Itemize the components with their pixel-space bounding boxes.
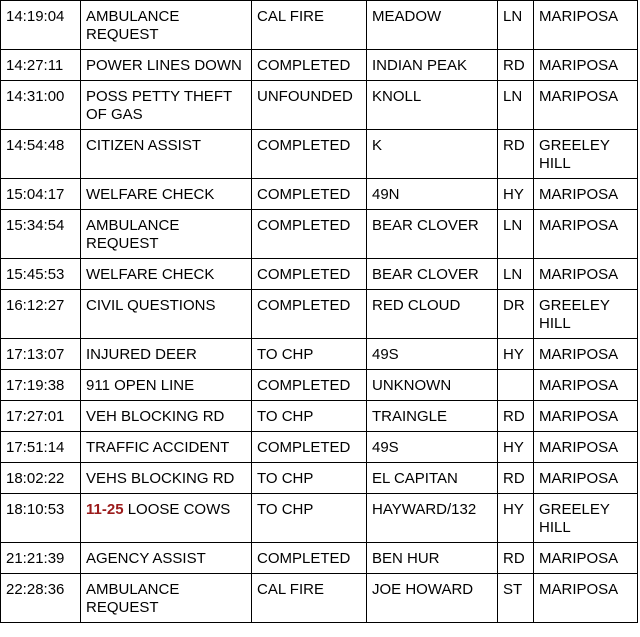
- time-cell: 14:19:04: [1, 1, 81, 50]
- disposition-cell: CAL FIRE: [252, 574, 367, 623]
- table-row: [1, 259, 638, 290]
- street-type-cell: LN: [498, 81, 534, 130]
- disposition-cell: COMPLETED: [252, 259, 367, 290]
- nature-cell: AMBULANCE REQUEST: [81, 210, 252, 259]
- table-row: [1, 463, 638, 494]
- time-cell: 17:19:38: [1, 370, 81, 401]
- disposition-cell: UNFOUNDED: [252, 81, 367, 130]
- street-type-cell: HY: [498, 494, 534, 543]
- city-cell: MARIPOSA: [534, 432, 638, 463]
- street-type-cell: RD: [498, 543, 534, 574]
- nature-cell: AMBULANCE REQUEST: [81, 1, 252, 50]
- street-cell: KNOLL: [367, 81, 498, 130]
- street-type-cell: HY: [498, 339, 534, 370]
- table-row: [1, 339, 638, 370]
- time-cell: 15:45:53: [1, 259, 81, 290]
- street-cell: UNKNOWN: [367, 370, 498, 401]
- city-cell: GREELEY HILL: [534, 290, 638, 339]
- city-cell: MARIPOSA: [534, 81, 638, 130]
- city-cell: GREELEY HILL: [534, 494, 638, 543]
- table-row: [1, 574, 638, 623]
- disposition-cell: COMPLETED: [252, 50, 367, 81]
- street-cell: 49S: [367, 432, 498, 463]
- disposition-cell: COMPLETED: [252, 179, 367, 210]
- nature-cell: AMBULANCE REQUEST: [81, 574, 252, 623]
- city-cell: MARIPOSA: [534, 543, 638, 574]
- table-row: [1, 130, 638, 179]
- city-cell: MARIPOSA: [534, 401, 638, 432]
- time-cell: 14:27:11: [1, 50, 81, 81]
- table-row: [1, 210, 638, 259]
- time-cell: 14:54:48: [1, 130, 81, 179]
- street-cell: TRAINGLE: [367, 401, 498, 432]
- street-type-cell: RD: [498, 401, 534, 432]
- street-cell: JOE HOWARD: [367, 574, 498, 623]
- disposition-cell: TO CHP: [252, 494, 367, 543]
- disposition-cell: COMPLETED: [252, 370, 367, 401]
- nature-cell: WELFARE CHECK: [81, 259, 252, 290]
- disposition-cell: COMPLETED: [252, 543, 367, 574]
- street-cell: EL CAPITAN: [367, 463, 498, 494]
- disposition-cell: TO CHP: [252, 463, 367, 494]
- time-cell: 17:13:07: [1, 339, 81, 370]
- nature-cell: [81, 494, 252, 543]
- time-cell: 16:12:27: [1, 290, 81, 339]
- nature-cell: 911 OPEN LINE: [81, 370, 252, 401]
- street-cell: BEN HUR: [367, 543, 498, 574]
- nature-cell: WELFARE CHECK: [81, 179, 252, 210]
- nature-cell: CITIZEN ASSIST: [81, 130, 252, 179]
- disposition-cell: COMPLETED: [252, 290, 367, 339]
- time-cell: 15:04:17: [1, 179, 81, 210]
- street-type-cell: HY: [498, 432, 534, 463]
- street-type-cell: [498, 370, 534, 401]
- city-cell: MARIPOSA: [534, 50, 638, 81]
- street-type-cell: LN: [498, 1, 534, 50]
- nature-cell: AGENCY ASSIST: [81, 543, 252, 574]
- street-cell: BEAR CLOVER: [367, 210, 498, 259]
- street-type-cell: HY: [498, 179, 534, 210]
- table-row: [1, 543, 638, 574]
- nature-cell: TRAFFIC ACCIDENT: [81, 432, 252, 463]
- street-type-cell: RD: [498, 130, 534, 179]
- disposition-cell: COMPLETED: [252, 130, 367, 179]
- street-cell: 49N: [367, 179, 498, 210]
- city-cell: MARIPOSA: [534, 259, 638, 290]
- street-cell: HAYWARD/132: [367, 494, 498, 543]
- table-row: [1, 494, 638, 543]
- city-cell: MARIPOSA: [534, 574, 638, 623]
- disposition-cell: TO CHP: [252, 339, 367, 370]
- time-cell: 21:21:39: [1, 543, 81, 574]
- time-cell: 15:34:54: [1, 210, 81, 259]
- street-cell: RED CLOUD: [367, 290, 498, 339]
- city-cell: GREELEY HILL: [534, 130, 638, 179]
- nature-cell: POSS PETTY THEFT OF GAS: [81, 81, 252, 130]
- street-type-cell: LN: [498, 210, 534, 259]
- time-cell: 17:27:01: [1, 401, 81, 432]
- table-row: [1, 401, 638, 432]
- nature-cell: VEHS BLOCKING RD: [81, 463, 252, 494]
- street-type-cell: LN: [498, 259, 534, 290]
- table-row: [1, 432, 638, 463]
- table-row: [1, 50, 638, 81]
- street-type-cell: DR: [498, 290, 534, 339]
- street-cell: BEAR CLOVER: [367, 259, 498, 290]
- time-cell: 14:31:00: [1, 81, 81, 130]
- street-type-cell: RD: [498, 463, 534, 494]
- nature-cell: INJURED DEER: [81, 339, 252, 370]
- city-cell: MARIPOSA: [534, 179, 638, 210]
- table-row: [1, 179, 638, 210]
- time-cell: 18:02:22: [1, 463, 81, 494]
- time-cell: 17:51:14: [1, 432, 81, 463]
- city-cell: MARIPOSA: [534, 370, 638, 401]
- city-cell: MARIPOSA: [534, 463, 638, 494]
- city-cell: MARIPOSA: [534, 210, 638, 259]
- nature-cell: CIVIL QUESTIONS: [81, 290, 252, 339]
- city-cell: MARIPOSA: [534, 1, 638, 50]
- street-cell: 49S: [367, 339, 498, 370]
- time-cell: 22:28:36: [1, 574, 81, 623]
- disposition-cell: CAL FIRE: [252, 1, 367, 50]
- nature-cell: VEH BLOCKING RD: [81, 401, 252, 432]
- time-cell: 18:10:53: [1, 494, 81, 543]
- street-type-cell: RD: [498, 50, 534, 81]
- nature-cell: POWER LINES DOWN: [81, 50, 252, 81]
- table-row: [1, 290, 638, 339]
- street-cell: K: [367, 130, 498, 179]
- dispatch-log-body: [1, 1, 638, 623]
- disposition-cell: COMPLETED: [252, 210, 367, 259]
- incident-code: 11-25: [86, 501, 124, 518]
- table-row: [1, 81, 638, 130]
- disposition-cell: COMPLETED: [252, 432, 367, 463]
- city-cell: MARIPOSA: [534, 339, 638, 370]
- table-row: [1, 1, 638, 50]
- table-row: [1, 370, 638, 401]
- street-cell: MEADOW: [367, 1, 498, 50]
- disposition-cell: TO CHP: [252, 401, 367, 432]
- street-type-cell: ST: [498, 574, 534, 623]
- nature-text: LOOSE COWS: [127, 501, 231, 518]
- street-cell: INDIAN PEAK: [367, 50, 498, 81]
